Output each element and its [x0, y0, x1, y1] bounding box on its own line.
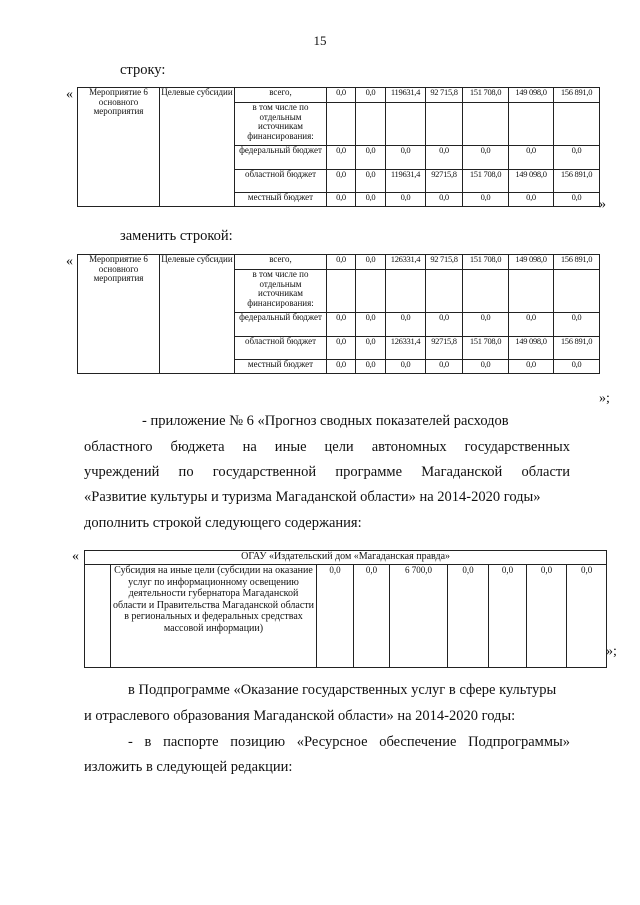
- t2-r0-v1: 0,0: [356, 255, 386, 270]
- t1-r1-label: в том числе по отдельным источникам финансирования:: [235, 103, 327, 146]
- t3-empty-cell: [85, 565, 111, 668]
- t1-r0-v3: 92 715,8: [426, 88, 463, 103]
- t2-col2: Целевые субсидии: [160, 255, 235, 374]
- close-quote-3: »;: [606, 644, 617, 659]
- t2-r0-v6: 156 891,0: [554, 255, 600, 270]
- t1-r3-v3: 92715,8: [426, 170, 463, 193]
- t1-r0-label: всего,: [235, 88, 327, 103]
- t1-r3-label: областной бюджет: [235, 170, 327, 193]
- t1-r0-v0: 0,0: [327, 88, 356, 103]
- t1-r4-v6: 0,0: [554, 193, 600, 207]
- t2-r2-v4: 0,0: [463, 313, 509, 337]
- t1-r3-v5: 149 098,0: [509, 170, 554, 193]
- t1-r1-v6: [554, 103, 600, 146]
- t2-r0-v5: 149 098,0: [509, 255, 554, 270]
- t1-r3-v1: 0,0: [356, 170, 386, 193]
- t1-col1: Мероприятие 6 основного мероприятия: [78, 88, 160, 207]
- t2-r2-v1: 0,0: [356, 313, 386, 337]
- table-original-row: [77, 87, 600, 207]
- t2-r4-v0: 0,0: [327, 360, 356, 374]
- para1-line1: - приложение № 6 «Прогноз сводных показателей расходов: [142, 413, 509, 429]
- t1-r0-v5: 149 098,0: [509, 88, 554, 103]
- t3-label: Субсидия на иные цели (субсидии на оказание услуг по информационному освещению деятельности губернатора Магаданской области и Правительства Магаданской области в региональных и федеральных средствах массовой информации): [111, 565, 317, 668]
- para1-line4: «Развитие культуры и туризма Магаданской области» на 2014-2020 годы»: [84, 489, 541, 505]
- t2-r4-label: местный бюджет: [235, 360, 327, 374]
- para1-line2: областного бюджета на иные цели автономных государственных: [84, 439, 570, 455]
- t2-r3-v6: 156 891,0: [554, 337, 600, 360]
- t3-v0: 0,0: [317, 565, 354, 668]
- t2-r3-label: областной бюджет: [235, 337, 327, 360]
- t1-col2: Целевые субсидии: [160, 88, 235, 207]
- t2-r2-v5: 0,0: [509, 313, 554, 337]
- t1-r4-v4: 0,0: [463, 193, 509, 207]
- t1-r0-v4: 151 708,0: [463, 88, 509, 103]
- t1-r0-v2: 119631,4: [386, 88, 426, 103]
- t3-v2: 6 700,0: [390, 565, 448, 668]
- para2-line1: в Подпрограмме «Оказание государственных услуг в сфере культуры: [128, 682, 557, 698]
- t3-v4: 0,0: [489, 565, 527, 668]
- t2-r0-v2: 126331,4: [386, 255, 426, 270]
- t3-header: ОГАУ «Издательский дом «Магаданская правда»: [85, 551, 607, 565]
- t1-r2-label: федеральный бюджет: [235, 146, 327, 170]
- t2-r3-v3: 92715,8: [426, 337, 463, 360]
- t2-r3-v4: 151 708,0: [463, 337, 509, 360]
- t1-r4-v0: 0,0: [327, 193, 356, 207]
- open-quote-1: «: [66, 87, 73, 102]
- t1-r3-v6: 156 891,0: [554, 170, 600, 193]
- t2-r1-v1: [356, 270, 386, 313]
- t1-r4-v5: 0,0: [509, 193, 554, 207]
- t2-r1-v0: [327, 270, 356, 313]
- t1-r1-v3: [426, 103, 463, 146]
- t1-r2-v1: 0,0: [356, 146, 386, 170]
- t3-v6: 0,0: [567, 565, 607, 668]
- t2-r4-v5: 0,0: [509, 360, 554, 374]
- t1-r1-v4: [463, 103, 509, 146]
- open-quote-2: «: [66, 254, 73, 269]
- t2-r3-v2: 126331,4: [386, 337, 426, 360]
- t1-r3-v2: 119631,4: [386, 170, 426, 193]
- t1-r4-v1: 0,0: [356, 193, 386, 207]
- t2-r1-label: в том числе по отдельным источникам финансирования:: [235, 270, 327, 313]
- table-replacement-row: [77, 254, 600, 374]
- t1-r2-v3: 0,0: [426, 146, 463, 170]
- t1-r4-v3: 0,0: [426, 193, 463, 207]
- t1-r0-v6: 156 891,0: [554, 88, 600, 103]
- t2-r0-v3: 92 715,8: [426, 255, 463, 270]
- t2-r3-v1: 0,0: [356, 337, 386, 360]
- text-zamenit: заменить строкой:: [120, 228, 233, 244]
- t1-r3-v0: 0,0: [327, 170, 356, 193]
- para3-line2: изложить в следующей редакции:: [84, 759, 293, 775]
- close-quote-2: »;: [599, 391, 610, 406]
- t3-v1: 0,0: [354, 565, 390, 668]
- t1-r2-v4: 0,0: [463, 146, 509, 170]
- t1-r1-v2: [386, 103, 426, 146]
- t2-r3-v0: 0,0: [327, 337, 356, 360]
- t1-r3-v4: 151 708,0: [463, 170, 509, 193]
- para1-line3: учреждений по государственной программе Магаданской области: [84, 464, 570, 480]
- open-quote-3: «: [72, 549, 79, 564]
- t1-r1-v1: [356, 103, 386, 146]
- t2-r2-label: федеральный бюджет: [235, 313, 327, 337]
- t2-r4-v6: 0,0: [554, 360, 600, 374]
- t2-r1-v2: [386, 270, 426, 313]
- close-quote-1: »: [599, 197, 606, 212]
- t2-r2-v2: 0,0: [386, 313, 426, 337]
- t2-r4-v3: 0,0: [426, 360, 463, 374]
- t2-r0-v4: 151 708,0: [463, 255, 509, 270]
- t3-v5: 0,0: [527, 565, 567, 668]
- t2-r1-v4: [463, 270, 509, 313]
- t1-r2-v2: 0,0: [386, 146, 426, 170]
- t2-r3-v5: 149 098,0: [509, 337, 554, 360]
- t1-r2-v6: 0,0: [554, 146, 600, 170]
- t1-r4-label: местный бюджет: [235, 193, 327, 207]
- t2-r4-v4: 0,0: [463, 360, 509, 374]
- para3-line1: - в паспорте позицию «Ресурсное обеспечение Подпрограммы»: [128, 734, 570, 750]
- t1-r0-v1: 0,0: [356, 88, 386, 103]
- t2-r2-v3: 0,0: [426, 313, 463, 337]
- t1-r2-v0: 0,0: [327, 146, 356, 170]
- para1-line5: дополнить строкой следующего содержания:: [84, 515, 362, 531]
- t2-r4-v1: 0,0: [356, 360, 386, 374]
- t2-r2-v0: 0,0: [327, 313, 356, 337]
- t1-r4-v2: 0,0: [386, 193, 426, 207]
- page-number: 15: [313, 33, 327, 48]
- t3-v3: 0,0: [448, 565, 489, 668]
- t2-r0-v0: 0,0: [327, 255, 356, 270]
- t2-r1-v5: [509, 270, 554, 313]
- t1-r2-v5: 0,0: [509, 146, 554, 170]
- t2-r0-label: всего,: [235, 255, 327, 270]
- t1-r1-v0: [327, 103, 356, 146]
- t2-r4-v2: 0,0: [386, 360, 426, 374]
- t2-r2-v6: 0,0: [554, 313, 600, 337]
- t2-r1-v6: [554, 270, 600, 313]
- t2-col1: Мероприятие 6 основного мероприятия: [78, 255, 160, 374]
- t1-r1-v5: [509, 103, 554, 146]
- table-new-row: [84, 550, 607, 668]
- t2-r1-v3: [426, 270, 463, 313]
- text-stroku: строку:: [120, 62, 166, 78]
- para2-line2: и отраслевого образования Магаданской области» на 2014-2020 годы:: [84, 708, 516, 724]
